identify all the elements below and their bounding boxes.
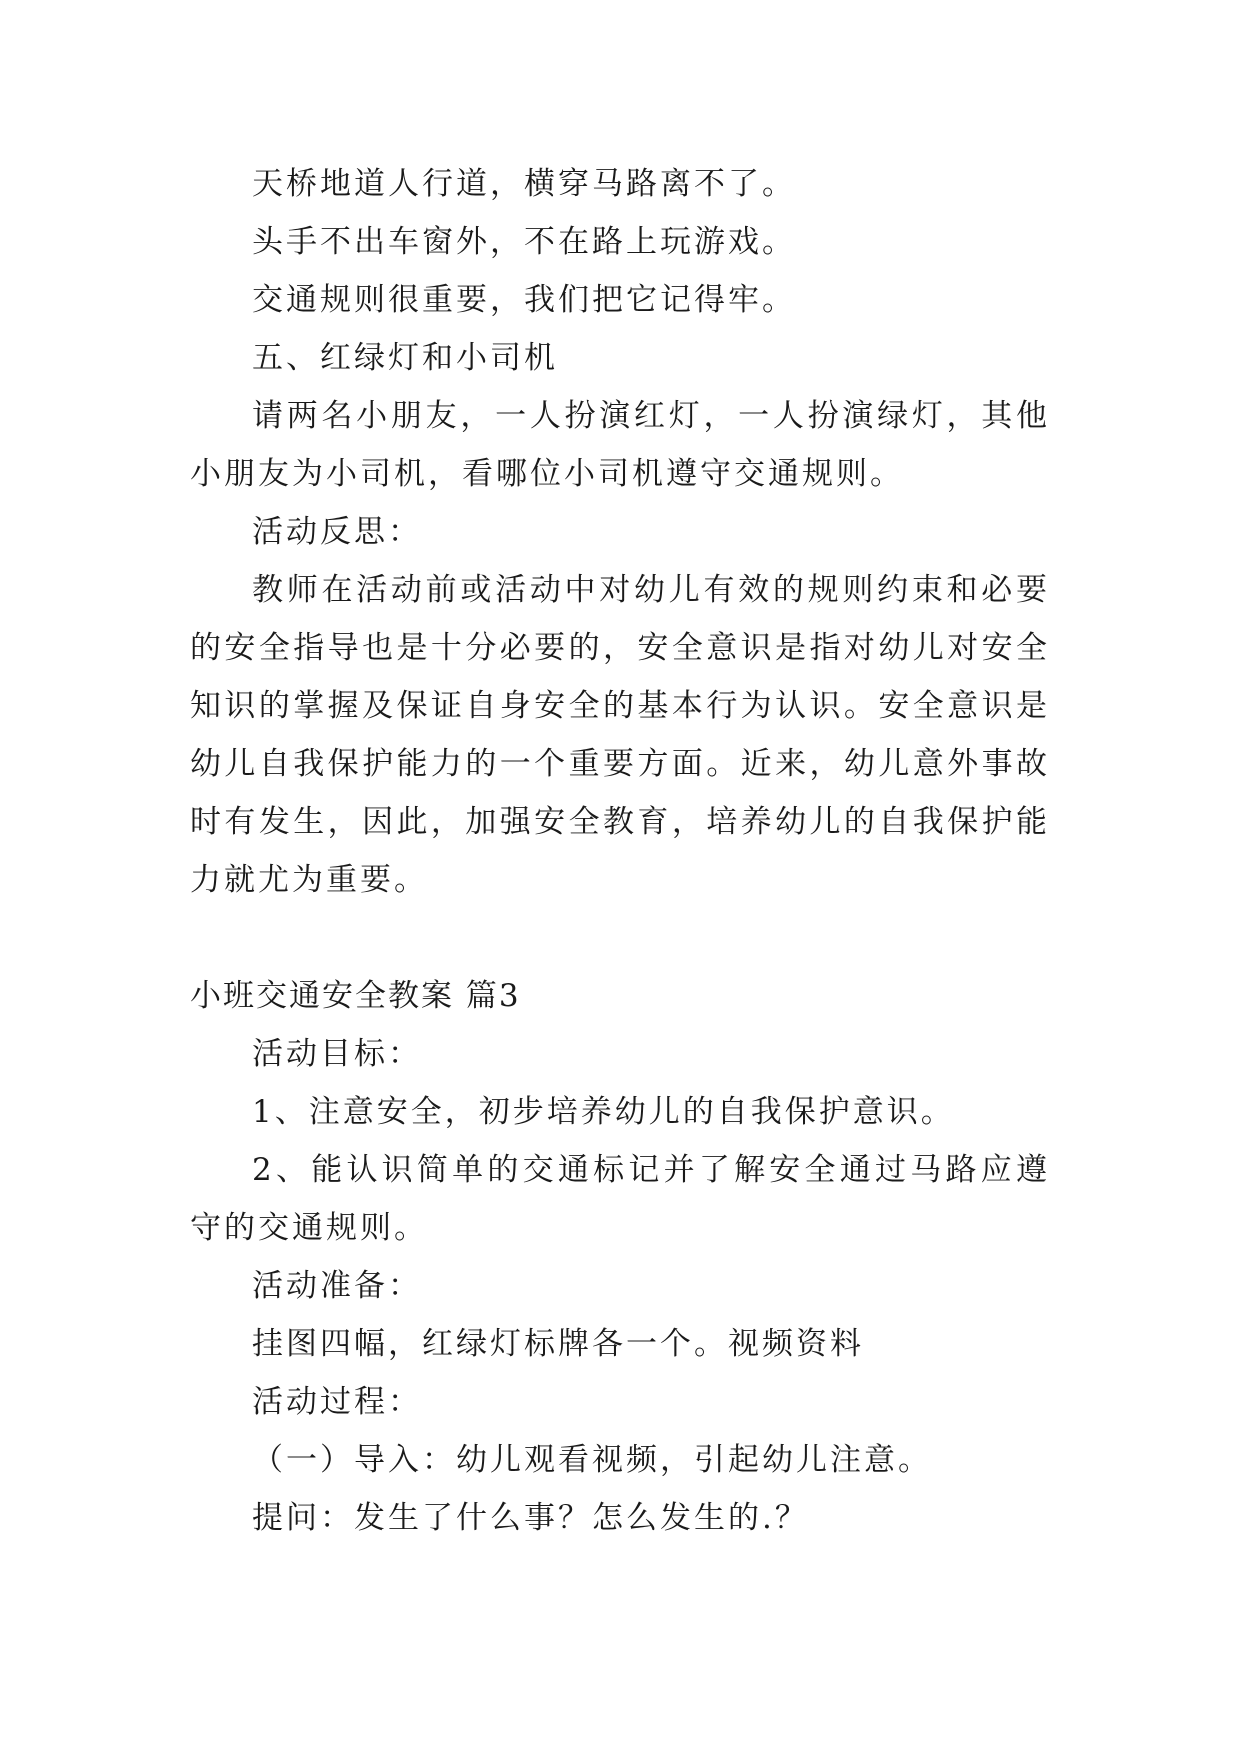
preparation-materials: 挂图四幅，红绿灯标牌各一个。视频资料 [252, 1326, 864, 1362]
section-heading-traffic-light-game: 五、红绿灯和小司机 [252, 340, 558, 376]
document-body [190, 155, 1050, 1547]
lesson-plan-title: 小班交通安全教案 篇3 [190, 978, 521, 1014]
paragraph-reflection: 教师在活动前或活动中对幼儿有效的规则约束和必要的安全指导也是十分必要的，安全意识是指对幼儿对安全知识的掌握及保证自身安全的基本行为认识。安全意识是幼儿自我保护能力的一个重要方面。近来，幼儿意外事故时有发生，因此，加强安全教育，培养幼儿的自我保护能力就尤为重要。 [190, 572, 1050, 898]
section-heading-objectives: 活动目标： [252, 1036, 422, 1072]
section-heading-process: 活动过程： [252, 1384, 422, 1420]
process-question: 提问：发生了什么事？怎么发生的.？ [252, 1500, 809, 1536]
objective-item-1: 1、注意安全，初步培养幼儿的自我保护意识。 [252, 1094, 955, 1130]
objective-item-2: 2、能认识简单的交通标记并了解安全通过马路应遵守的交通规则。 [190, 1152, 1050, 1246]
paragraph-overpass-rule: 天桥地道人行道，横穿马路离不了。 [252, 166, 796, 202]
paragraph-rules-important: 交通规则很重要，我们把它记得牢。 [252, 282, 796, 318]
section-spacer [190, 909, 1050, 967]
process-step-intro: （一）导入：幼儿观看视频，引起幼儿注意。 [252, 1442, 932, 1478]
section-heading-preparation: 活动准备： [252, 1268, 422, 1304]
paragraph-game-description: 请两名小朋友，一人扮演红灯，一人扮演绿灯，其他小朋友为小司机，看哪位小司机遵守交通规则。 [190, 398, 1050, 492]
paragraph-window-rule: 头手不出车窗外，不在路上玩游戏。 [252, 224, 796, 260]
section-heading-reflection: 活动反思： [252, 514, 422, 550]
